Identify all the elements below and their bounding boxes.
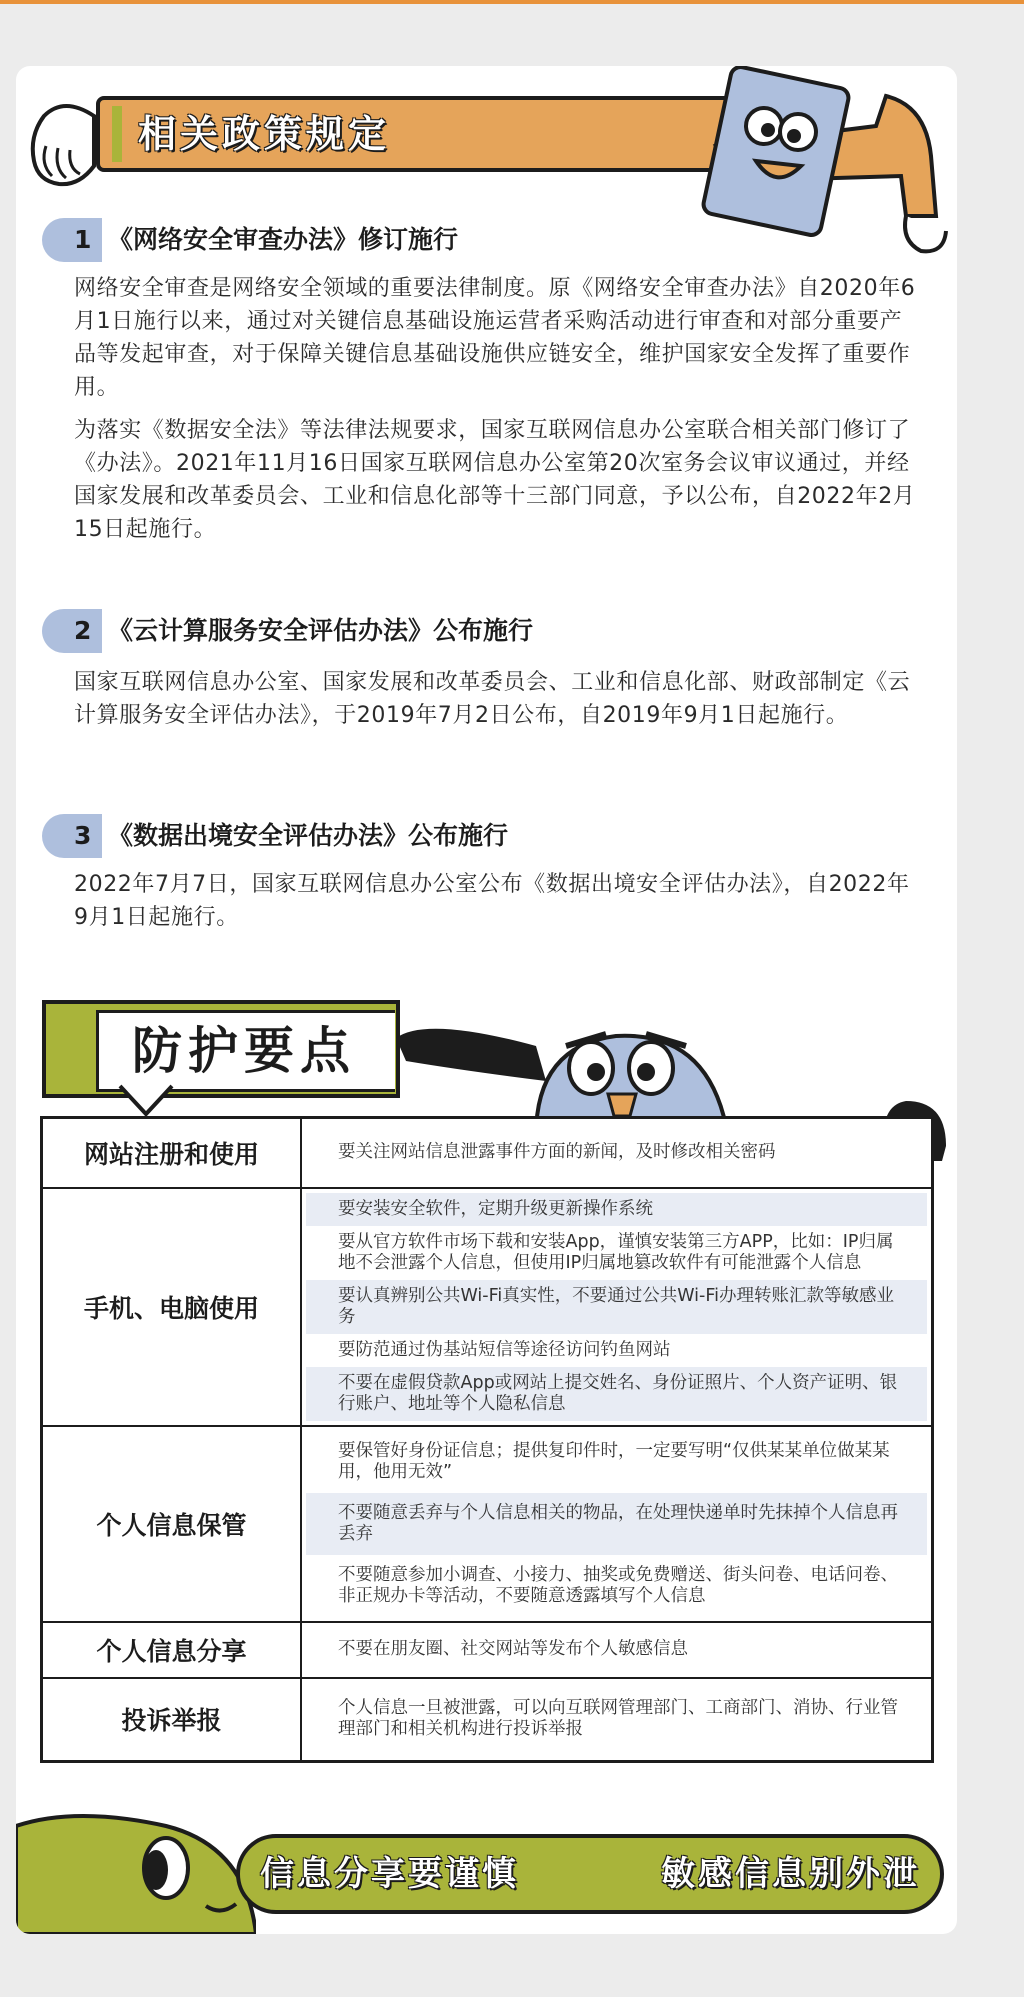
tip-item: 要认真辨别公共Wi-Fi真实性，不要通过公共Wi-Fi办理转账汇款等敏感业务 (306, 1280, 927, 1334)
book-mascot-icon (676, 66, 956, 276)
items-cell (301, 1678, 933, 1762)
footer-mascot-icon (16, 1806, 256, 1934)
protect-header (42, 1000, 400, 1098)
tip-item: 要从官方软件市场下载和安装App，谨慎安装第三方APP，比如：IP归属地不会泄露个人信息，但使用IP归属地篡改软件有可能泄露个人信息 (338, 1231, 894, 1273)
pointer-tail-icon (116, 1084, 176, 1118)
table-row (42, 1188, 933, 1426)
category-cell: 投诉举报 (42, 1678, 302, 1762)
items-cell (301, 1622, 933, 1678)
tip-item: 要防范通过伪基站短信等途径访问钓鱼网站 (338, 1339, 671, 1360)
section-3-number: 3 (74, 821, 92, 850)
section-1-body (74, 272, 920, 556)
category-cell: 个人信息分享 (42, 1622, 302, 1678)
protect-table (40, 1116, 934, 1763)
tip-item: 要保管好身份证信息；提供复印件时，一定要写明“仅供某某单位做某某用，他用无效” (338, 1440, 890, 1482)
table-row (42, 1622, 933, 1678)
category-cell: 网站注册和使用 (42, 1118, 302, 1188)
section-1-number: 1 (74, 225, 92, 254)
tip-item: 要关注网站信息泄露事件方面的新闻，及时修改相关密码 (338, 1142, 776, 1163)
section-1-title: 《网络安全审查办法》修订施行 (108, 225, 459, 254)
tip-item: 不要在虚假贷款App或网站上提交姓名、身份证照片、个人资产证明、银行账户、地址等个人隐私信息 (306, 1367, 927, 1421)
table-row (42, 1426, 933, 1622)
tip-item: 要安装安全软件，定期升级更新操作系统 (306, 1193, 927, 1226)
section-3-body (74, 868, 920, 944)
tip-item: 不要随意丢弃与个人信息相关的物品，在处理快递单时先抹掉个人信息再丢弃 (306, 1493, 927, 1555)
section-1-paragraph: 为落实《数据安全法》等法律法规要求，国家互联网信息办公室联合相关部门修订了《办法》。2021年11月16日国家互联网信息办公室第20次室务会议审议通过，并经国家发展和改革委员会、工业和信息化部等十三部门同意，予以公布，自2022年2月15日起施行。 (74, 418, 916, 542)
protect-header-inner (96, 1010, 395, 1092)
items-cell (301, 1426, 933, 1622)
category-cell: 个人信息保管 (42, 1426, 302, 1622)
table-row (42, 1118, 933, 1188)
section-1-badge (42, 218, 102, 262)
protect-title: 防护要点 (132, 1022, 356, 1080)
policy-banner (96, 96, 734, 172)
table-row (42, 1678, 933, 1762)
section-2-number: 2 (74, 616, 92, 645)
section-2-title: 《云计算服务安全评估办法》公布施行 (108, 616, 534, 645)
banner-stripe (112, 106, 122, 162)
section-3-paragraph: 2022年7月7日，国家互联网信息办公室公布《数据出境安全评估办法》，自2022年9月1日起施行。 (74, 872, 910, 930)
tip-item: 不要随意参加小调查、小接力、抽奖或免费赠送、街头问卷、电话问卷、非正规办卡等活动，不要随意透露填写个人信息 (338, 1564, 898, 1606)
footer-slogan-right: 敏感信息别外泄 (661, 1854, 920, 1894)
section-3-title: 《数据出境安全评估办法》公布施行 (108, 821, 509, 850)
banner-title: 相关政策规定 (138, 112, 391, 156)
items-cell (301, 1188, 933, 1426)
top-accent-line (0, 0, 1024, 4)
items-cell (301, 1118, 933, 1188)
footer-slogan (260, 1838, 920, 1910)
section-2-paragraph: 国家互联网信息办公室、国家发展和改革委员会、工业和信息化部、财政部制定《云计算服务安全评估办法》，于2019年7月2日公布，自2019年9月1日起施行。 (74, 670, 911, 728)
footer-slogan-bar (236, 1834, 944, 1914)
category-cell: 手机、电脑使用 (42, 1188, 302, 1426)
section-3-badge (42, 814, 102, 858)
section-2-badge (42, 609, 102, 653)
tip-item: 个人信息一旦被泄露，可以向互联网管理部门、工商部门、消协、行业管理部门和相关机构进行投诉举报 (338, 1698, 898, 1740)
content-card (16, 66, 957, 1934)
tip-item: 不要在朋友圈、社交网站等发布个人敏感信息 (338, 1639, 688, 1659)
footer-slogan-left: 信息分享要谨慎 (260, 1854, 519, 1894)
section-2-body (74, 666, 920, 742)
section-1-paragraph: 网络安全审查是网络安全领域的重要法律制度。原《网络安全审查办法》自2020年6月1日施行以来，通过对关键信息基础设施运营者采购活动进行审查和对部分重要产品等发起审查，对于保障关键信息基础设施供应链安全，维护国家安全发挥了重要作用。 (74, 276, 916, 400)
